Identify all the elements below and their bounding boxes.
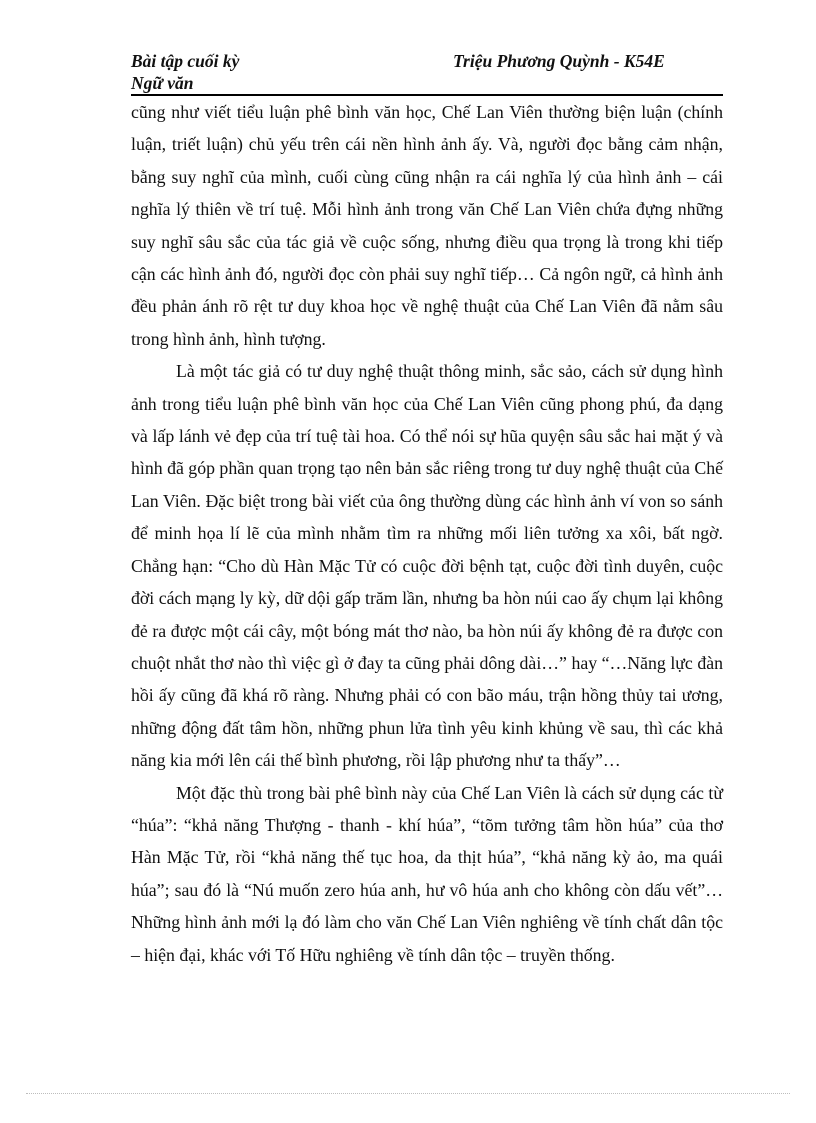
header-author: Triệu Phương Quỳnh - K54E — [453, 51, 665, 71]
header-course — [131, 50, 239, 94]
footer-divider — [26, 1093, 790, 1094]
header-course-line1: Bài tập cuối kỳ — [131, 51, 240, 71]
header-course-line2: Ngữ văn — [131, 73, 194, 93]
paragraph-2: Là một tác giả có tư duy nghệ thuật thông minh, sắc sảo, cách sử dụng hình ảnh trong tiểu luận phê bình văn học của Chế Lan Viên cũng phong phú, đa dạng và lấp lánh vẻ đẹp của trí tuệ tài hoa. Có thể nói sự hũa quyện sâu sắc hai mặt ý và hình đã góp phần quan trọng tạo nên bản sắc riêng trong tư duy nghệ thuật của Chế Lan Viên. Đặc biệt trong bài viết của ông thường dùng các hình ảnh ví von so sánh để minh họa lí lẽ của mình nhằm tìm ra những mối liên tưởng xa xôi, bất ngờ. Chẳng hạn: “Cho dù Hàn Mặc Tử có cuộc đời bệnh tạt, cuộc đời tình duyên, cuộc đời cách mạng ly kỳ, dữ dội gấp trăm lần, nhưng ba hòn núi cao ấy chụm lại không đẻ ra được một cái cây, một bóng mát thơ nào, ba hòn núi ấy không đẻ ra được con chuột nhắt thơ nào thì việc gì ở đay ta cũng phải dông dài…” hay “…Năng lực đàn hồi ấy cũng đã khá rõ ràng. Nhưng phải có con bão máu, trận hồng thủy tai ương, những động đất tâm hồn, những phun lửa tình yêu kinh khủng về sau, thì các khả năng kia mới lên cái thế bình phương, rồi lập phương như ta thấy”… — [131, 361, 723, 771]
paragraph-3: Một đặc thù trong bài phê bình này của Chế Lan Viên là cách sử dụng các từ “húa”: “khả năng Thượng - thanh - khí húa”, “tõm tưởng tâm hồn húa” của thơ Hàn Mặc Tử, rồi “khả năng thế tục hoa, da thịt húa”, “khả năng kỳ ảo, ma quái húa”; sau đó là “Nú muốn zero húa anh, hư vô húa anh cho không còn dấu vết”…Những hình ảnh mới lạ đó làm cho văn Chế Lan Viên nghiêng về tính chất dân tộc – hiện đại, khác với Tố Hữu nghiêng về tính dân tộc – truyền thống. — [131, 782, 723, 965]
page-header — [131, 48, 723, 96]
paragraph-1: cũng như viết tiểu luận phê bình văn học, Chế Lan Viên thường biện luận (chính luận, triết luận) chủ yếu trên cái nền hình ảnh ấy. Và, người đọc bằng cảm nhận, bằng suy nghĩ của mình, cuối cùng cũng nhận ra cái nghĩa lý của hình ảnh – cái nghĩa lý thiên về trí tuệ. Mỗi hình ảnh trong văn Chế Lan Viên chứa đựng những suy nghĩ sâu sắc của tác giả về cuộc sống, nhưng điều qua trọng là trong khi tiếp cận các hình ảnh đó, người đọc còn phải suy nghĩ tiếp… Cả ngôn ngữ, cả hình ảnh đều phản ánh rõ rệt tư duy khoa học về nghệ thuật của Chế Lan Viên đã nằm sâu trong hình ảnh, hình tượng. — [131, 102, 723, 349]
document-body — [131, 96, 723, 971]
